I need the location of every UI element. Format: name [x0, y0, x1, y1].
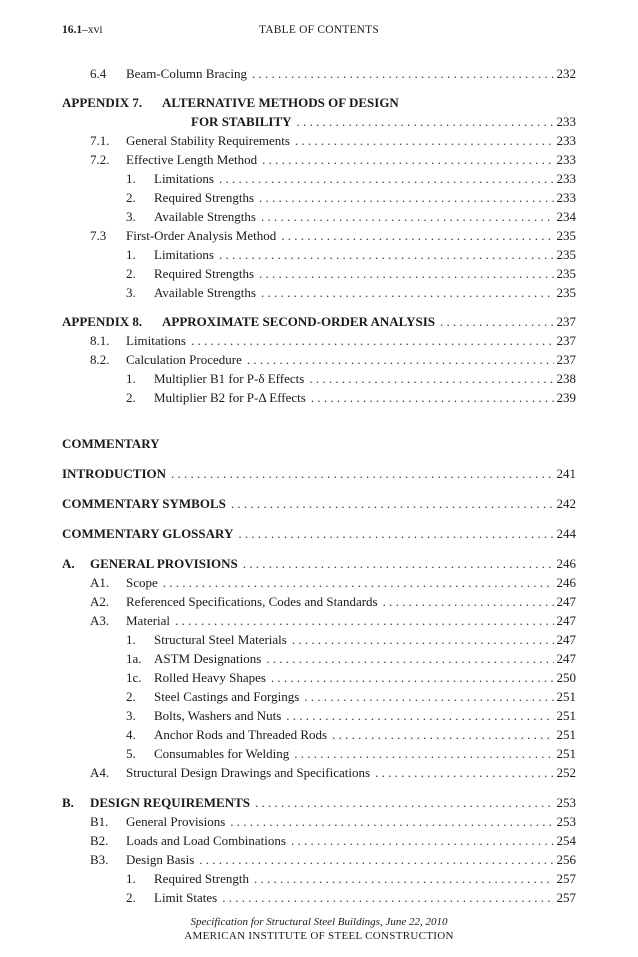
toc-entry[interactable]: [62, 668, 576, 687]
leader-dots: [292, 630, 554, 649]
leader-dots: [304, 687, 553, 706]
toc-label: Steel Castings and Forgings: [154, 689, 300, 704]
leader-dots: [294, 744, 553, 763]
toc-number: B2.: [90, 833, 109, 848]
toc-page: 251: [556, 727, 576, 742]
toc-entry[interactable]: [62, 169, 576, 188]
toc-section-entry[interactable]: [62, 464, 576, 483]
leader-dots: [254, 869, 554, 888]
toc-number: 1.: [126, 171, 136, 186]
page-number-bold: 16.1: [62, 24, 83, 36]
toc-entry[interactable]: [62, 611, 576, 630]
toc-entry[interactable]: [62, 725, 576, 744]
toc-chapter-entry[interactable]: [62, 793, 576, 812]
toc-entry[interactable]: [62, 150, 576, 169]
toc-page: 237: [556, 352, 576, 367]
toc-label: Multiplier B1 for P-δ Effects: [154, 371, 305, 386]
toc-number: 4.: [126, 727, 136, 742]
leader-dots: [311, 388, 554, 407]
toc-entry[interactable]: [62, 630, 576, 649]
toc-label: Limit States: [154, 890, 218, 905]
toc-entry[interactable]: [62, 888, 576, 907]
toc-label: Available Strengths: [154, 285, 256, 300]
toc-entry[interactable]: [62, 812, 576, 831]
toc-number: APPENDIX 8.: [62, 314, 143, 329]
commentary-heading: [62, 434, 576, 453]
toc-label: Bolts, Washers and Nuts: [154, 708, 282, 723]
toc-number: A4.: [90, 765, 110, 780]
toc-label: Multiplier B2 for P-Δ Effects: [154, 390, 306, 405]
toc-label: General Provisions: [126, 814, 226, 829]
toc-page: 247: [556, 613, 576, 628]
toc-number: 8.1.: [90, 333, 110, 348]
footer-spec-title: Specification for Structural Steel Buildings, June 22, 2010: [190, 916, 448, 928]
toc-label: Material: [126, 613, 171, 628]
toc-number: B3.: [90, 852, 109, 867]
toc-label: Scope: [126, 575, 158, 590]
toc-section-entry[interactable]: [62, 524, 576, 543]
toc-appendix-heading[interactable]: [62, 93, 576, 112]
toc-page: 232: [556, 66, 576, 81]
toc-entry[interactable]: [62, 283, 576, 302]
toc-appendix-heading[interactable]: [62, 312, 576, 331]
toc-entry[interactable]: [62, 850, 576, 869]
toc-page: 246: [556, 556, 576, 571]
leader-dots: [243, 554, 554, 573]
toc-label: Design Basis: [126, 852, 195, 867]
leader-dots: [281, 226, 553, 245]
toc-page: 253: [556, 795, 576, 810]
toc-page: 233: [556, 171, 576, 186]
leader-dots: [261, 207, 554, 226]
toc-page: 233: [556, 152, 576, 167]
toc-section-entry[interactable]: [62, 494, 576, 513]
toc-page: 257: [556, 890, 576, 905]
toc-page: 233: [556, 133, 576, 148]
toc-number: 1.: [126, 247, 136, 262]
leader-dots: [309, 369, 553, 388]
toc-label: General Stability Requirements: [126, 133, 290, 148]
page-title: TABLE OF CONTENTS: [258, 24, 380, 36]
toc-page: 246: [556, 575, 576, 590]
toc-entry[interactable]: [62, 706, 576, 725]
leader-dots: [291, 831, 554, 850]
toc-number: 2.: [126, 689, 136, 704]
toc-page: 251: [556, 689, 576, 704]
toc-page: 250: [556, 670, 576, 685]
toc-label: COMMENTARY: [62, 436, 160, 451]
toc-number: A3.: [90, 613, 110, 628]
leader-dots: [238, 524, 553, 543]
toc-page: 235: [556, 228, 576, 243]
toc-entry[interactable]: [62, 350, 576, 369]
toc-page: 239: [556, 390, 576, 405]
toc-entry[interactable]: [62, 207, 576, 226]
page-header: [62, 24, 576, 40]
toc-entry[interactable]: [62, 245, 576, 264]
toc-number: A.: [62, 556, 75, 571]
toc-label: Effective Length Method: [126, 152, 258, 167]
toc-number: A1.: [90, 575, 110, 590]
toc-label: Anchor Rods and Threaded Rods: [154, 727, 328, 742]
leader-dots: [375, 763, 553, 782]
toc-label: Referenced Specifications, Codes and Standards: [126, 594, 378, 609]
toc-number: 1c.: [126, 670, 142, 685]
leader-dots: [247, 350, 554, 369]
leader-dots: [332, 725, 553, 744]
leader-dots: [259, 264, 553, 283]
toc-entry[interactable]: [62, 264, 576, 283]
leader-dots: [286, 706, 553, 725]
leader-dots: [219, 169, 554, 188]
toc-label: First-Order Analysis Method: [126, 228, 277, 243]
toc-number: 7.1.: [90, 133, 110, 148]
toc-page: 237: [556, 333, 576, 348]
toc-entry[interactable]: [62, 869, 576, 888]
footer-citation: [0, 915, 638, 929]
leader-dots: [259, 188, 553, 207]
toc-entry[interactable]: [62, 649, 576, 668]
toc-page: 242: [556, 496, 576, 511]
toc-label: ALTERNATIVE METHODS OF DESIGN: [162, 95, 399, 110]
leader-dots: [191, 331, 554, 350]
toc-entry[interactable]: [62, 831, 576, 850]
toc-number: 1.: [126, 871, 136, 886]
page-number-suffix: –xvi: [82, 24, 103, 36]
toc-entry[interactable]: [62, 226, 576, 245]
toc-page: 237: [556, 314, 576, 329]
toc-number: 1.: [126, 371, 136, 386]
toc-label: Calculation Procedure: [126, 352, 242, 367]
toc-label: Required Strengths: [154, 266, 255, 281]
toc-label: Rolled Heavy Shapes: [154, 670, 266, 685]
toc-label: Required Strength: [154, 871, 249, 886]
toc-label: ASTM Designations: [154, 651, 262, 666]
toc-entry[interactable]: [62, 369, 576, 388]
toc-label: Limitations: [126, 333, 186, 348]
toc-page: 238: [556, 371, 576, 386]
toc-page: 244: [556, 526, 576, 541]
leader-dots: [266, 649, 553, 668]
toc-number: 5.: [126, 746, 136, 761]
toc-entry[interactable]: [62, 573, 576, 592]
toc-page: 256: [556, 852, 576, 867]
toc-number: 7.2.: [90, 152, 110, 167]
toc-page: 235: [556, 266, 576, 281]
toc-label: DESIGN REQUIREMENTS: [90, 795, 251, 810]
page-footer: [0, 915, 638, 943]
toc-label: Structural Design Drawings and Specifications: [126, 765, 371, 780]
toc-entry[interactable]: [62, 64, 576, 83]
toc-entry[interactable]: [62, 763, 576, 782]
footer-publisher: AMERICAN INSTITUTE OF STEEL CONSTRUCTION: [184, 930, 454, 942]
toc-label: Consumables for Welding: [154, 746, 290, 761]
toc-number: A2.: [90, 594, 110, 609]
toc-page: 235: [556, 285, 576, 300]
toc-label: Beam-Column Bracing: [126, 66, 247, 81]
toc-page: 233: [556, 114, 576, 129]
toc-label: Limitations: [154, 171, 214, 186]
toc-page: 252: [556, 765, 576, 780]
leader-dots: [175, 611, 553, 630]
toc-page: 253: [556, 814, 576, 829]
toc-number: 1a.: [126, 651, 142, 666]
toc-number: 3.: [126, 209, 136, 224]
toc-entry[interactable]: [62, 188, 576, 207]
toc-page: 247: [556, 632, 576, 647]
toc-entry[interactable]: [62, 744, 576, 763]
toc-label: COMMENTARY SYMBOLS: [62, 496, 226, 511]
leader-dots: [171, 464, 553, 483]
toc-page: 247: [556, 651, 576, 666]
toc-page: 234: [556, 209, 576, 224]
toc-label: Limitations: [154, 247, 214, 262]
toc-list: [62, 64, 576, 907]
toc-page: 247: [556, 594, 576, 609]
toc-entry[interactable]: [62, 592, 576, 611]
toc-entry[interactable]: [62, 131, 576, 150]
leader-dots: [440, 312, 553, 331]
leader-dots: [262, 150, 553, 169]
toc-page: 233: [556, 190, 576, 205]
leader-dots: [219, 245, 554, 264]
toc-number: 6.4: [90, 66, 107, 81]
leader-dots: [230, 812, 553, 831]
toc-number: B1.: [90, 814, 109, 829]
toc-label: APPROXIMATE SECOND-ORDER ANALYSIS: [162, 314, 436, 329]
toc-number: 8.2.: [90, 352, 110, 367]
toc-label: COMMENTARY GLOSSARY: [62, 526, 234, 541]
toc-number: 3.: [126, 708, 136, 723]
toc-label: INTRODUCTION: [62, 466, 167, 481]
leader-dots: [163, 573, 554, 592]
toc-appendix-heading-cont[interactable]: [62, 112, 576, 131]
toc-page: 251: [556, 708, 576, 723]
leader-dots: [199, 850, 553, 869]
leader-dots: [255, 793, 553, 812]
leader-dots: [261, 283, 554, 302]
toc-page: 251: [556, 746, 576, 761]
toc-number: 2.: [126, 266, 136, 281]
toc-number: B.: [62, 795, 74, 810]
toc-entry[interactable]: [62, 687, 576, 706]
toc-page: 254: [556, 833, 576, 848]
leader-dots: [271, 668, 554, 687]
toc-entry[interactable]: [62, 388, 576, 407]
toc-page: 241: [556, 466, 576, 481]
leader-dots: [222, 888, 553, 907]
leader-dots: [383, 592, 554, 611]
toc-number: 2.: [126, 390, 136, 405]
toc-label: FOR STABILITY: [191, 114, 292, 129]
leader-dots: [231, 494, 554, 513]
toc-label: Required Strengths: [154, 190, 255, 205]
leader-dots: [295, 131, 554, 150]
leader-dots: [297, 112, 554, 131]
toc-chapter-entry[interactable]: [62, 554, 576, 573]
toc-entry[interactable]: [62, 331, 576, 350]
toc-label: Loads and Load Combinations: [126, 833, 286, 848]
toc-number: 3.: [126, 285, 136, 300]
toc-page: 257: [556, 871, 576, 886]
toc-number: 2.: [126, 190, 136, 205]
toc-label: Available Strengths: [154, 209, 256, 224]
toc-number: APPENDIX 7.: [62, 95, 143, 110]
toc-number: 7.3: [90, 228, 107, 243]
toc-label: GENERAL PROVISIONS: [90, 556, 238, 571]
leader-dots: [252, 64, 554, 83]
toc-page: 235: [556, 247, 576, 262]
toc-number: 1.: [126, 632, 136, 647]
toc-number: 2.: [126, 890, 136, 905]
toc-label: Structural Steel Materials: [154, 632, 287, 647]
